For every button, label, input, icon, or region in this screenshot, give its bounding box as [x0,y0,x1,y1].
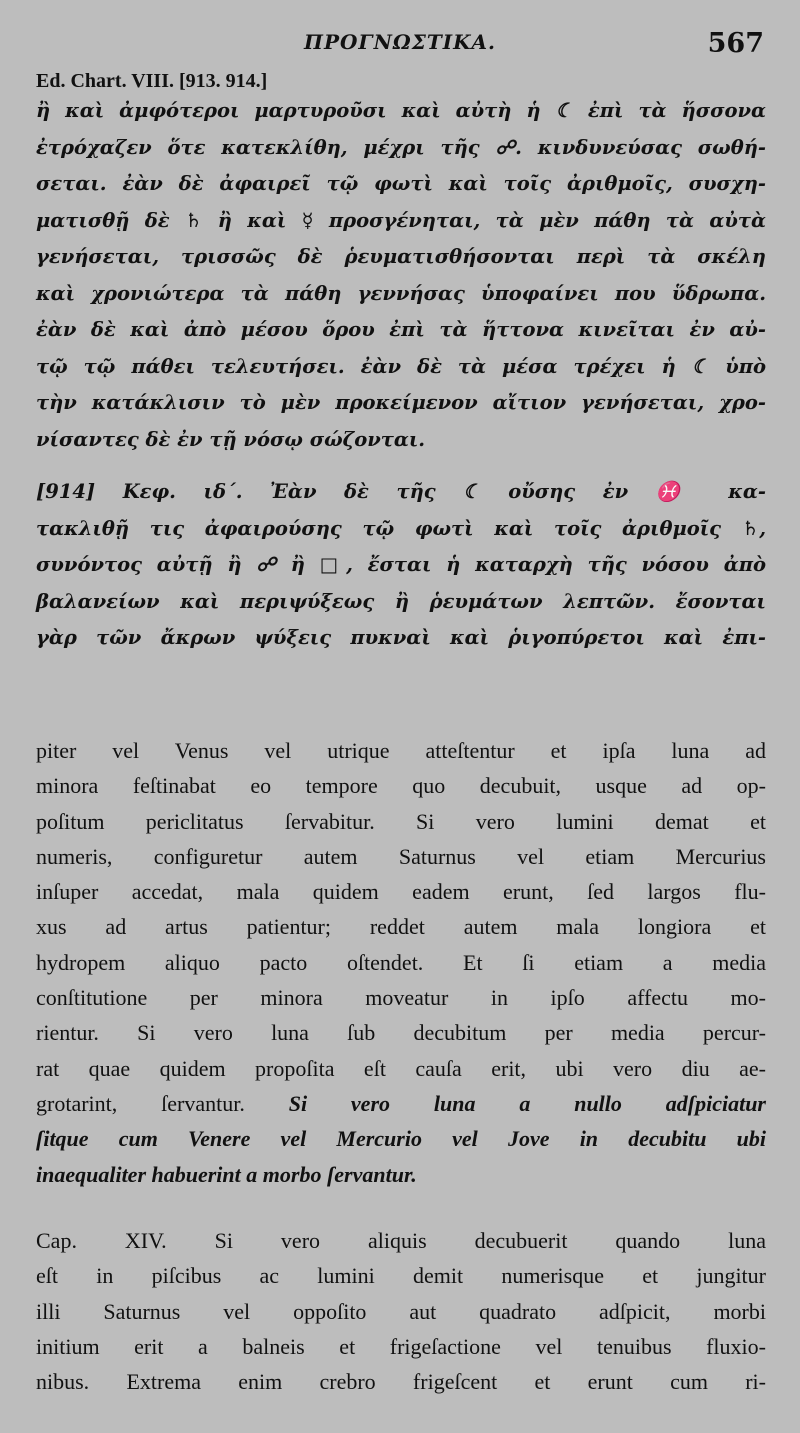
greek-paragraph-1 [36,93,766,458]
text-line: initium erit a balneis et frigeſactione vel tenuibus fluxio- [36,1333,766,1359]
text-line: καὶ χρονιώτερα τὰ πάθη γεννήσας ὑποφαίνει που ὕδρωπα. [36,281,766,305]
plain-text: grotarint, ſervantur. [36,1090,245,1116]
text-line [36,1157,766,1192]
text-line: βαλανείων καὶ περιψύξεως ἢ ῥευμάτων λεπτῶν. ἔσονται [36,589,766,613]
text-line: συνόντος αὐτῇ ἢ ☍ ἢ □, ἔσται ἡ καταρχὴ τῆς νόσου ἀπὸ [36,553,766,576]
greek-paragraph-2 [36,474,766,657]
text-line: minora feſtinabat eo tempore quo decubuit, usque ad op- [36,773,766,799]
text-line: nibus. Extrema enim crebro frigeſcent et erunt cum ri- [36,1369,766,1395]
text-line: τὴν κατάκλισιν τὸ μὲν προκείμενον αἴτιον γενήσεται, χρο- [36,391,766,414]
text-line [36,1086,766,1121]
text-line: numeris, configuretur autem Saturnus vel etiam Mercurius [36,843,766,869]
latin-paragraph-2 [36,1223,766,1399]
text-line: σεται. ἐὰν δὲ ἀφαιρεῖ τῷ φωτὶ καὶ τοῖς ἀριθμοῖς, συσχη- [36,172,766,195]
text-line: Cap. XIV. Si vero aliquis decubuerit quando luna [36,1228,766,1253]
italic-text: ſitque cum Venere vel Mercurio vel Jove in decubitu ubi [36,1126,766,1152]
text-line: poſitum periclitatus ſervabitur. Si vero lumini demat et [36,808,766,834]
text-line: conſtitutione per minora moveatur in ipſo affectu mo- [36,985,766,1011]
text-line: piter vel Venus vel utrique atteſtentur et ipſa luna ad [36,738,766,763]
text-line: νίσαντες δὲ ἐν τῇ νόσῳ σώζονται. [36,427,426,451]
text-line: rientur. Si vero luna ſub decubitum per media percur- [36,1020,766,1046]
text-line: τακλιθῇ τις ἀφαιρούσης τῷ φωτὶ καὶ τοῖς ἀριθμοῖς ♄, [36,516,766,540]
latin-paragraph-1 [36,733,766,1192]
running-title: ΠΡΟΓΝΩΣΤΙΚΑ. [304,30,496,54]
page-number: 567 [707,28,764,59]
edition-reference: Ed. Chart. VIII. [913. 914.] [36,70,268,92]
text-line: ἐὰν δὲ καὶ ἀπὸ μέσου ὅρου ἐπὶ τὰ ἥττονα κινεῖται ἐν αὐ- [36,318,766,341]
italic-text: inaequaliter habuerint a morbo ſervantur. [36,1161,417,1187]
italic-text: Si vero luna a nullo adſpiciatur [288,1090,766,1116]
text-line: [914] Κεφ. ιδ΄. Ἐὰν δὲ τῆς ☾ οὔσης ἐν ♓ κα- [36,480,766,503]
text-line: eſt in piſcibus ac lumini demit numerisque et jungitur [36,1263,766,1289]
text-line: inſuper accedat, mala quidem eadem erunt, ſed largos flu- [36,879,766,905]
text-line: xus ad artus patientur; reddet autem mala longiora et [36,914,766,940]
text-line: ματισθῇ δὲ ♄ ἢ καὶ ☿ προσγένηται, τὰ μὲν πάθη τὰ αὐτὰ [36,208,766,232]
text-line: γὰρ τῶν ἄκρων ψύξεις πυκναὶ καὶ ῥιγοπύρετοι καὶ ἐπι- [36,626,766,649]
text-line: τῷ τῷ πάθει τελευτήσει. ἐὰν δὲ τὰ μέσα τρέχει ἡ ☾ ὑπὸ [36,354,766,378]
text-line: hydropem aliquo pacto oſtendet. Et ſi etiam a media [36,949,766,975]
text-line: ἢ καὶ ἀμφότεροι μαρτυροῦσι καὶ αὐτὴ ἡ ☾ ἐπὶ τὰ ἥσσονα [36,99,766,122]
text-line: ἐτρόχαζεν ὅτε κατεκλίθη, μέχρι τῆς ☍. κινδυνεύσας σωθή- [36,135,766,159]
text-line [36,1121,766,1156]
text-line: illi Saturnus vel oppoſito aut quadrato adſpicit, morbi [36,1298,766,1324]
text-line: γενήσεται, τρισσῶς δὲ ῥευματισθήσονται περὶ τὰ σκέλη [36,245,766,268]
text-line: rat quae quidem propoſita eſt cauſa erit, ubi vero diu ae- [36,1055,766,1081]
